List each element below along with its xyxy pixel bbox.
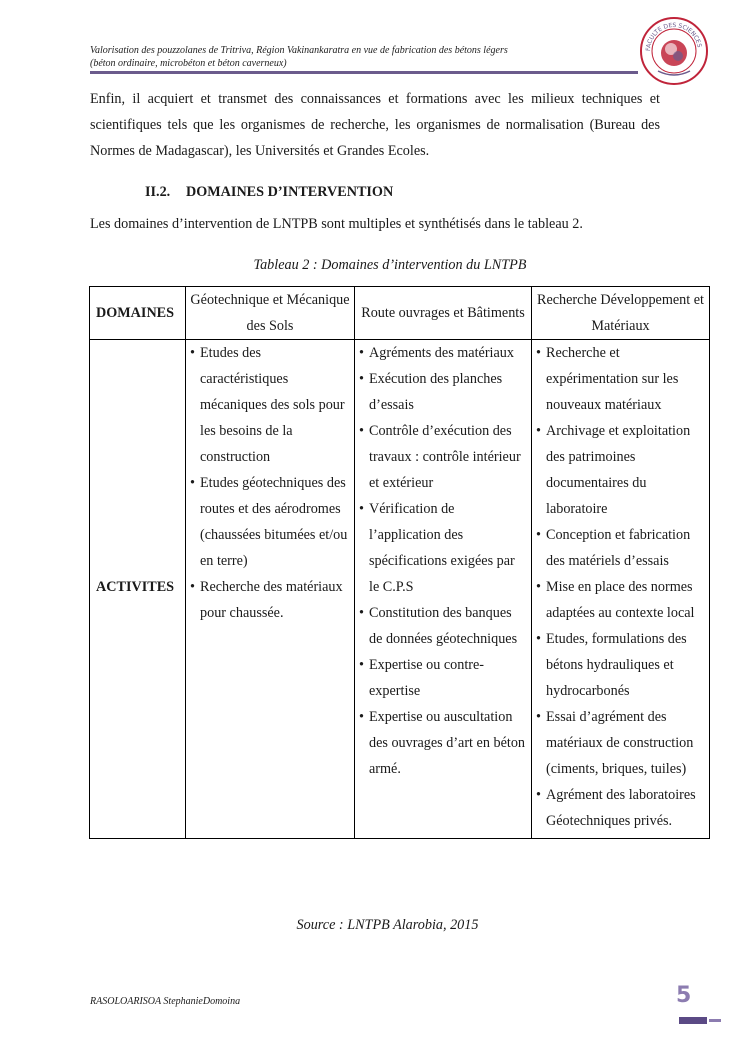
list-item: • Recherche des matériaux pour chaussée. — [190, 574, 350, 626]
list-item: • Etudes des caractéristiques mécaniques des sols pour les besoins de la construction — [190, 340, 350, 470]
list-item: • Etudes, formulations des bétons hydrauliques et hydrocarbonés — [536, 626, 705, 704]
section-paragraph: Les domaines d’intervention de LNTPB sont multiples et synthétisés dans le tableau 2. — [90, 216, 583, 232]
header-rule — [90, 71, 638, 74]
activities-list — [190, 340, 350, 626]
section-number: II.2. — [145, 184, 171, 200]
list-item: • Constitution des banques de données géotechniques — [359, 600, 527, 652]
section-heading — [145, 181, 393, 203]
list-item: • Vérification de l’application des spécifications exigées par le C.P.S — [359, 496, 527, 600]
list-item: • Expertise ou contre-expertise — [359, 652, 527, 704]
list-item: • Agréments des matériaux — [359, 340, 527, 366]
list-item: • Etudes géotechniques des routes et des aérodromes (chaussées bitumées et/ou en terre) — [190, 470, 350, 574]
list-item: • Recherche et expérimentation sur les nouveaux matériaux — [536, 340, 705, 418]
list-item: • Conception et fabrication des matériels d’essais — [536, 522, 705, 574]
table-row-activities — [90, 340, 710, 839]
column-header: Recherche Développement et Matériaux — [532, 287, 710, 340]
list-item: • Contrôle d’exécution des travaux : contrôle intérieur et extérieur — [359, 418, 527, 496]
section-title: DOMAINES D’INTERVENTION — [186, 184, 394, 200]
header-title-line1: Valorisation des pouzzolanes de Tritriva, Région Vakinankaratra en vue de fabrication des bétons légers — [90, 45, 508, 56]
footer-author: RASOLOARISOA StephanieDomoina — [90, 996, 241, 1007]
column-header: Route ouvrages et Bâtiments — [355, 287, 532, 340]
domains-table — [89, 286, 710, 839]
list-item: • Essai d’agrément des matériaux de construction (ciments, briques, tuiles) — [536, 704, 705, 782]
list-item: • Agrément des laboratoires Géotechniques privés. — [536, 782, 705, 834]
table-source: Source : LNTPB Alarobia, 2015 — [296, 917, 479, 933]
activities-cell-geotechnique — [186, 340, 355, 839]
row-header-activities: ACTIVITES — [90, 340, 186, 839]
list-item: • Expertise ou auscultation des ouvrages d’art en béton armé. — [359, 704, 527, 782]
page-bar-dark — [679, 1017, 707, 1024]
activities-list — [359, 340, 527, 782]
activities-cell-recherche — [532, 340, 710, 839]
row-header-domains: DOMAINES — [90, 287, 186, 340]
running-header — [90, 44, 630, 70]
list-item: • Archivage et exploitation des patrimoines documentaires du laboratoire — [536, 418, 705, 522]
activities-list — [536, 340, 705, 834]
list-item: • Exécution des planches d’essais — [359, 366, 527, 418]
table-header-row — [90, 287, 710, 340]
table-caption: Tableau 2 : Domaines d’intervention du LNTPB — [253, 257, 527, 273]
list-item: • Mise en place des normes adaptées au contexte local — [536, 574, 705, 626]
intro-paragraph: Enfin, il acquiert et transmet des connaissances et formations avec les milieux techniques et scientifiques tels que les organismes de recherche, les organismes de normalisation (Bureau des Normes de Madagascar), les Universités et Grandes Ecoles. — [90, 91, 660, 159]
activities-cell-route-ouvrages — [355, 340, 532, 839]
page-bar-light — [709, 1019, 721, 1022]
faculty-logo — [638, 15, 710, 87]
logo-text: FACULTE DES SCIENCES — [644, 21, 703, 52]
column-header: Géotechnique et Mécanique des Sols — [186, 287, 355, 340]
page-number: 5 — [676, 983, 692, 1008]
page-number-bar — [679, 1017, 721, 1024]
header-title-line2: (béton ordinaire, microbéton et béton caverneux) — [90, 58, 287, 69]
